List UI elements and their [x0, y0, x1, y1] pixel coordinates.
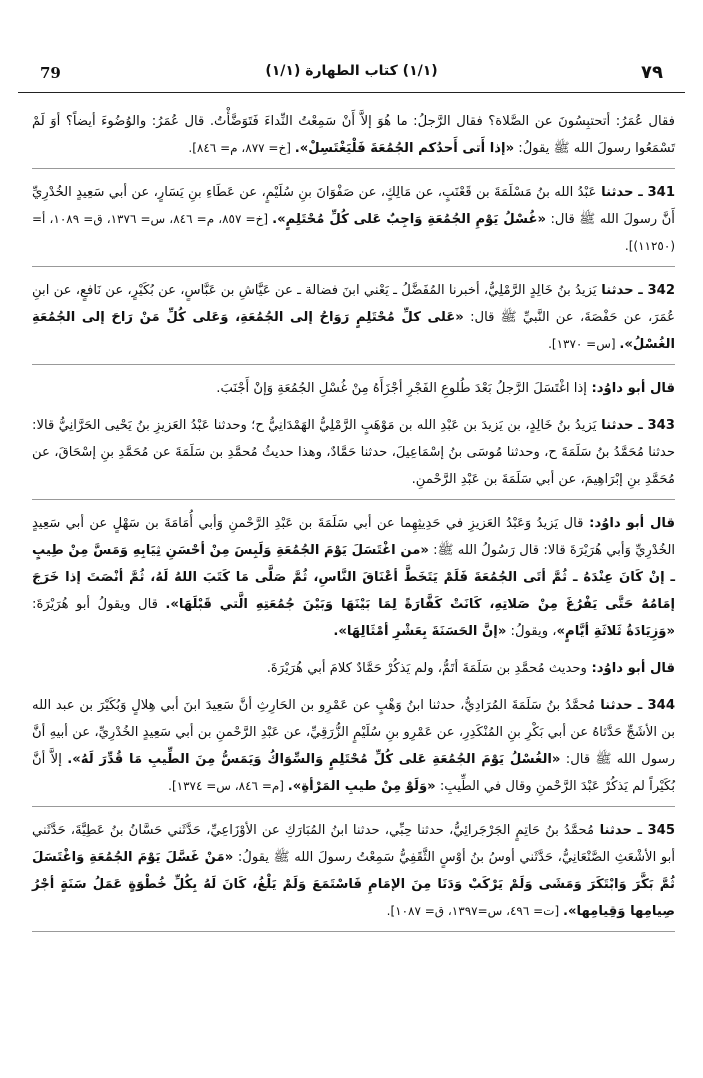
hadith-number: 341	[647, 185, 675, 200]
abu-dawud-note	[32, 375, 675, 402]
text-segment: مُحمَّدُ بنُ سَلَمَةَ المُرَادِيُّ، حدثنا ابنُ وَهْبٍ عن عَمْرِو بن الحَارِثِ أنَّ سَعِيدَ ابنَ أبي هِلالٍ وَبُكَيْرَ بن عبد الله بن الأشَجِّ حَدَّثاهُ عن أبي بَكْرِ بنِ المُنْكَدِرِ، عن عَمْرِو بنِ سُلَيْمٍ الزُّرَقِيِّ، عن عَبْدِ الرَّحْمنِ بن أبي سَعِيدٍ الخُدْرِيِّ، عن أبيهِ أنَّ رسول الله ﷺ قال:	[32, 698, 675, 767]
page-header	[18, 58, 685, 93]
emphasized-text: «وَزِيَادَةُ ثَلاثَةِ أيَّامٍ»	[556, 624, 675, 639]
hadith-344	[32, 692, 675, 807]
emphasized-text: ـ حدثنا	[596, 283, 648, 298]
emphasized-text: «غُسْلُ يَوْمِ الجُمُعَةِ وَاجِبٌ عَلى كُلِّ مُحْتَلِمٍ».	[272, 212, 546, 227]
reference-codes: [خ= ٨٧٧، م= ٨٤٦].	[188, 141, 295, 155]
text-segment: عَبْدُ الله بنُ مَسْلَمَةَ بن قَعْنَبٍ، عن مَالِكٍ، عن صَفْوَانَ بنِ سُلَيْمٍ، عن عَطَاءِ بنِ يَسَارٍ، عن أبي سَعِيدٍ الخُدْرِيِّ أَنَّ رسولَ الله ﷺ قال:	[32, 185, 675, 227]
hadith-341	[32, 179, 675, 267]
hadith-342	[32, 277, 675, 365]
hadith-345	[32, 817, 675, 932]
paragraph-intro	[32, 108, 675, 169]
hadith-343	[32, 412, 675, 500]
emphasized-text: «الغُسْلُ يَوْمَ الجُمُعَةِ عَلى كُلِّ مُحْتَلِمٍ وَالسِّوَاكُ وَيَمَسُّ مِنَ الطِّيبِ مَا قُدِّرَ لَهُ».	[67, 752, 561, 767]
emphasized-text: قال أبو داوُد:	[586, 661, 675, 676]
text-segment: فقال عُمَرُ: أتحتبِسُونَ عن الصَّلاة؟ فقال الرَّجلُ: ما هُوَ إلاَّ أَنْ سَمِعْتُ النِّداءَ فَتَوَضَّأْتُ. قال عُمَرُ: والوُضُوءَ أيضاً؟ أوَ لَمْ تَسْمَعُوا رسولَ الله ﷺ يقولُ:	[32, 114, 675, 156]
text-segment: إلاَّ أنَّ بُكَيْراً لم يَذكُرْ عَبْدَ الرَّحْمنِ وقال في الطِّيبِ:	[32, 752, 675, 794]
emphasized-text: «مَنْ غَسَّلَ يَوْمَ الجُمُعَةِ وَاغْتَسَلَ ثُمَّ بَكَّرَ وَابْتَكَرَ وَمَشَى وَلَمْ يَرْكَبْ وَدَنَا مِنَ الإمَامِ فَاسْتَمَعَ وَلَمْ يَلْغُ، كَانَ لَهُ بِكُلِّ خُطْوَةٍ عَمَلُ سَنَةٍ أجْرُ صِيامِها وَقِيامِها».	[32, 850, 675, 919]
page-number-arabic: ٧٩	[641, 62, 663, 83]
text-segment: قال يَزيدُ وَعَبْدُ العَزيزِ في حَدِيثِهِما عن أبي سَلَمَةَ بن عَبْدِ الرَّحْمنِ وَأبي أُمَامَةَ بن سَهْلٍ عن أبي سَعِيدٍ الخُدْرِيِّ وَأبي هُرَيْرَةَ قالا: قال رَسُولُ الله ﷺ:	[32, 516, 676, 558]
reference-codes: [ت= ٤٩٦، س=١٣٩٧، ق= ١٠٨٧].	[386, 904, 563, 918]
hadith-number: 342	[647, 283, 675, 298]
text-segment: قال ويقولُ أبو هُرَيْرَةَ:	[32, 597, 166, 612]
text-segment: إذا اغْتَسَلَ الرَّجلُ بَعْدَ طُلوعِ الفَجْرِ أجْزَأَهُ مِنْ غُسْلِ الجُمُعَةِ وَإنْ أَجْنَبَ.	[216, 381, 587, 396]
page-number-latin: 79	[40, 64, 61, 82]
emphasized-text: قال أبو داوُد:	[586, 381, 675, 396]
hadith-number: 343	[647, 418, 675, 433]
hadith-number: 344	[647, 698, 675, 713]
text-segment: يَزيدُ بنُ خَالِدٍ الرَّمْلِيُّ، أخبرنا المُفَضَّلُ ـ يَعْني ابنَ فضالة ـ عن عَيَّاشِ بن عَبَّاسٍ، عن بُكَيْرٍ، عن نَافعٍ، عن ابنِ عُمَرَ، عن حَفْصَةَ، عن النَّبيِّ ﷺ قال:	[32, 283, 675, 325]
emphasized-text: «إذا أَتى أَحدُكم الجُمُعَةَ فَلْيَغْتَسِلْ».	[294, 141, 515, 156]
text-segment: يَزيدُ بنُ خَالِدٍ، بن يَزيدَ بن عَبْدِ الله بن مَوْهَبٍ الرَّمْلِيُّ الهَمْدَانِيُّ ح؛ وحدثنا عَبْدُ العَزيزِ بنُ يَحْيى الحَرَّانِيُّ قالا: حدثنا مُحَمَّدُ بنُ سَلَمَةَ ح، وحدثنا مُوسَى بنُ إسْمَاعِيلَ، حدثنا حَمَّادٌ، وهذا حديثُ مُحمَّدِ بن سَلَمَةَ عن مُحَمَّدِ بنِ إسْحَاقَ، عن مُحَمَّدِ بنِ إبْرَاهِيمَ، عن أبي سَلَمَةَ بن عَبْدِ الرَّحْمنِ.	[32, 418, 675, 487]
emphasized-text: ـ حدثنا	[595, 698, 648, 713]
emphasized-text: ـ حدثنا	[596, 418, 648, 433]
reference-codes: [خ= ٨٥٧، م= ٨٤٦، س= ١٣٧٦، ق= ١٠٨٩، أ= (١١٢٥٠)].	[32, 212, 675, 253]
emphasized-text: قال أبو داوُد:	[583, 516, 675, 531]
emphasized-text: ـ حدثنا	[596, 185, 648, 200]
running-title: (١/١) كتاب الطهارة (١/١)	[265, 63, 438, 79]
page-body	[32, 108, 675, 942]
reference-codes: [س= ١٣٧٠].	[548, 337, 620, 351]
text-segment: مُحمَّدُ بنُ حَاتِمٍ الجَرْجَرائِيُّ، حدثنا حِبِّي، حدثنا ابنُ المُبَارَكِ عن الأوْزَاعِيِّ، حَدَّثَني حَسَّانُ بنُ عَطِيَّةَ، حَدَّثَني أبو الأشْعَثِ الصَّنْعَانِيُّ، حَدَّثَني أوسُ بنُ أوْسٍ الثَّقَفِيُّ سَمِعْتُ رسولَ الله ﷺ يقولُ:	[32, 823, 675, 865]
emphasized-text: «من اغْتَسَلَ يَوْمَ الجُمُعَةِ وَلَبِسَ مِنْ أحْسَنِ ثِيَابِهِ وَمَسَّ مِنْ طِيبٍ ـ إنْ كَانَ عِنْدَهُ ـ ثُمَّ أتَى الجُمُعَةَ فَلَمْ يَتَخَطَّ أعْنَاقَ النَّاسِ، ثُمَّ صَلَّى مَا كَتَبَ اللهُ لَهُ، ثُمَّ أنْصَتَ إذا خَرَجَ إمَامُهُ حَتَّى يَفْرُغَ مِنْ صَلاتِهِ، كَانَتْ كَفَّارَةً لِمَا بَيْنَهَا وَبَيْنَ جُمُعَتِهِ الَّتي قَبْلَهَا».	[32, 543, 676, 612]
emphasized-text: «وَلَوْ مِنْ طيبِ المَرْأةِ».	[287, 779, 436, 794]
text-segment: وحديث مُحمَّدِ بن سَلَمَةَ أتَمُّ، ولم يَذكُرْ حَمَّادٌ كلامَ أبي هُرَيْرَةَ.	[266, 661, 587, 676]
text-segment: ، ويقولُ:	[506, 624, 557, 639]
reference-codes: [م= ٨٤٦، س= ١٣٧٤].	[168, 779, 288, 793]
emphasized-text: «عَلى كلِّ مُحْتَلِمٍ رَوَاحُ إلى الجُمُعَةِ، وَعَلى كُلِّ مَنْ رَاحَ إلى الجُمُعَةِ الغُسْلُ».	[32, 310, 675, 352]
abu-dawud-note	[32, 510, 675, 645]
abu-dawud-note	[32, 655, 675, 682]
hadith-number: 345	[647, 823, 675, 838]
emphasized-text: «إنَّ الحَسَنَةَ بِعَشْرِ أمْثَالِهَا».	[333, 624, 507, 639]
emphasized-text: ـ حدثنا	[594, 823, 648, 838]
